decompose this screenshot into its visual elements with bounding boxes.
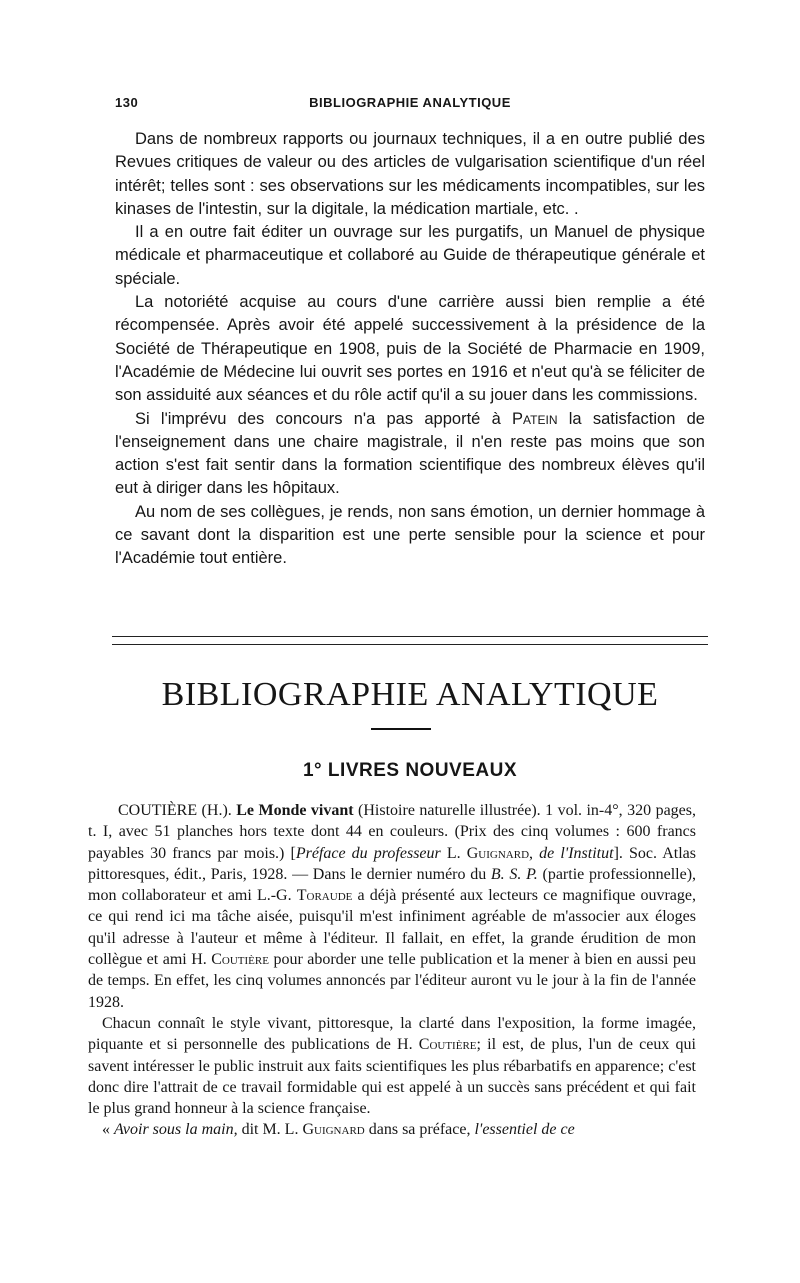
obituary-paragraph-4 [115,408,705,501]
title-underline [371,728,431,730]
page-number: 130 [115,95,139,110]
guignard-name: Guignard [466,844,530,862]
preface-credit: Préface du professeur [295,844,441,862]
institut-credit: de l'Institut [539,844,614,862]
review-text: ; il est, de plus, l'un de ceux qui savent intéresser le public instruit aux faits scientifiques les plus rébarbatifs en apparence; c'est donc dire l'attrait de ce travail formidable qui est appelé à un succès sans précédent et qui fait le plus grand honneur à la science française. [88,1036,696,1118]
review-text: « [102,1121,114,1139]
review-text: dit M. L. [237,1121,303,1139]
review-text: a déjà présenté aux lecteurs ce magnifique ouvrage, ce qui rend ici ma tâche aisée, puisqu'il m'est infiniment agréable de m'associer aux éloges qu'il adresse à l'auteur et même à l'éditeur. Il fallait, en effet, la grande érudition de mon collègue et ami H. [88,887,696,969]
review-paragraph-1 [88,800,696,1013]
obituary-paragraph-5: Au nom de ses collègues, je rends, non sans émotion, un dernier hommage à ce savant dont la disparition est une perte sensible pour la science et pour l'Académie tout entière. [115,502,705,568]
p4-text-b: la satisfaction de l'enseignement dans une chaire magistrale, il n'en reste pas moins que son action s'est fait sentir dans la formation scientifique des nombreux élèves qu'il eut à diriger dans les hôpitaux. [115,409,705,498]
bsp-reference: B. S. P. [490,865,538,883]
review-paragraph-2 [88,1013,696,1119]
patein-name: Patein [512,409,558,428]
coutiere-name: Coutière [211,951,269,969]
obituary-paragraph-3: La notoriété acquise au cours d'une carrière aussi bien remplie a été récompensée. Après avoir été appelé successivement à la présidence de la Société de Thérapeutique en 1908, puis de la Société de Pharmacie en 1909, l'Académie de Médecine lui ouvrit ses portes en 1916 et n'eut qu'à se féliciter de son assiduité aux séances et du rôle actif qu'il a su jouer dans les commissions. [115,293,705,405]
review-text: , [529,844,540,862]
review-text: ]. Soc. Atlas pittoresques, édit., Paris, 1928. — Dans le dernier numéro du [88,844,696,883]
coutiere-name: Coutière [418,1036,477,1054]
review-author: COUTIÈRE (H.). [118,802,237,819]
toraude-name: Toraude [296,887,353,905]
review-text: (partie professionnelle), mon collaborateur et ami L.-G. [88,865,697,905]
divider-rule-bottom [112,644,708,645]
p4-text-a: Si l'imprévu des concours n'a pas apporté à [135,409,513,428]
running-title: BIBLIOGRAPHIE ANALYTIQUE [309,95,511,110]
obituary-paragraph-2: Il a en outre fait éditer un ouvrage sur les purgatifs, un Manuel de physique médicale et pharmaceutique et collaboré au Guide de thérapeutique générale et spéciale. [115,223,705,288]
running-header [115,95,705,115]
review-text: pour aborder une telle publication et la mener à bien en aussi peu de temps. En effet, les cinq volumes annoncés par l'éditeur auront vu le jour à la fin de l'année 1928. [88,951,696,1011]
quote-italic: l'essentiel de ce [474,1121,575,1139]
guignard-name: Guignard [302,1121,365,1139]
obituary-text [115,128,705,571]
review-text: dans sa préface, [364,1121,475,1139]
divider-rule-top [112,636,708,637]
review-text: (Histoire naturelle illustrée). 1 vol. in-4°, 320 pages, t. I, avec 51 planches hors texte dont 44 en couleurs. (Prix des cinq volumes : 600 francs payables 30 francs par mois.) [ [88,802,696,862]
review-text: L. [440,844,467,862]
quote-italic: Avoir sous la main, [114,1121,238,1139]
review-text: Chacun connaît le style vivant, pittoresque, la clarté dans l'exposition, la forme imagée, piquante et si personnelle des publications de H. [88,1014,696,1054]
section-title: BIBLIOGRAPHIE ANALYTIQUE [161,676,659,713]
subsection-title: 1° LIVRES NOUVEAUX [302,760,518,781]
book-review [88,800,696,1141]
obituary-paragraph-1: Dans de nombreux rapports ou journaux techniques, il a en outre publié des Revues critiques de valeur ou des articles de vulgarisation scientifique d'un réel intérêt; telles sont : ses observations sur les médicaments incompatibles, sur les kinases de l'intestin, sur la digitale, la médication martiale, etc. . [115,130,705,218]
review-paragraph-3 [88,1119,696,1140]
review-book-title: Le Monde vivant [236,802,354,819]
